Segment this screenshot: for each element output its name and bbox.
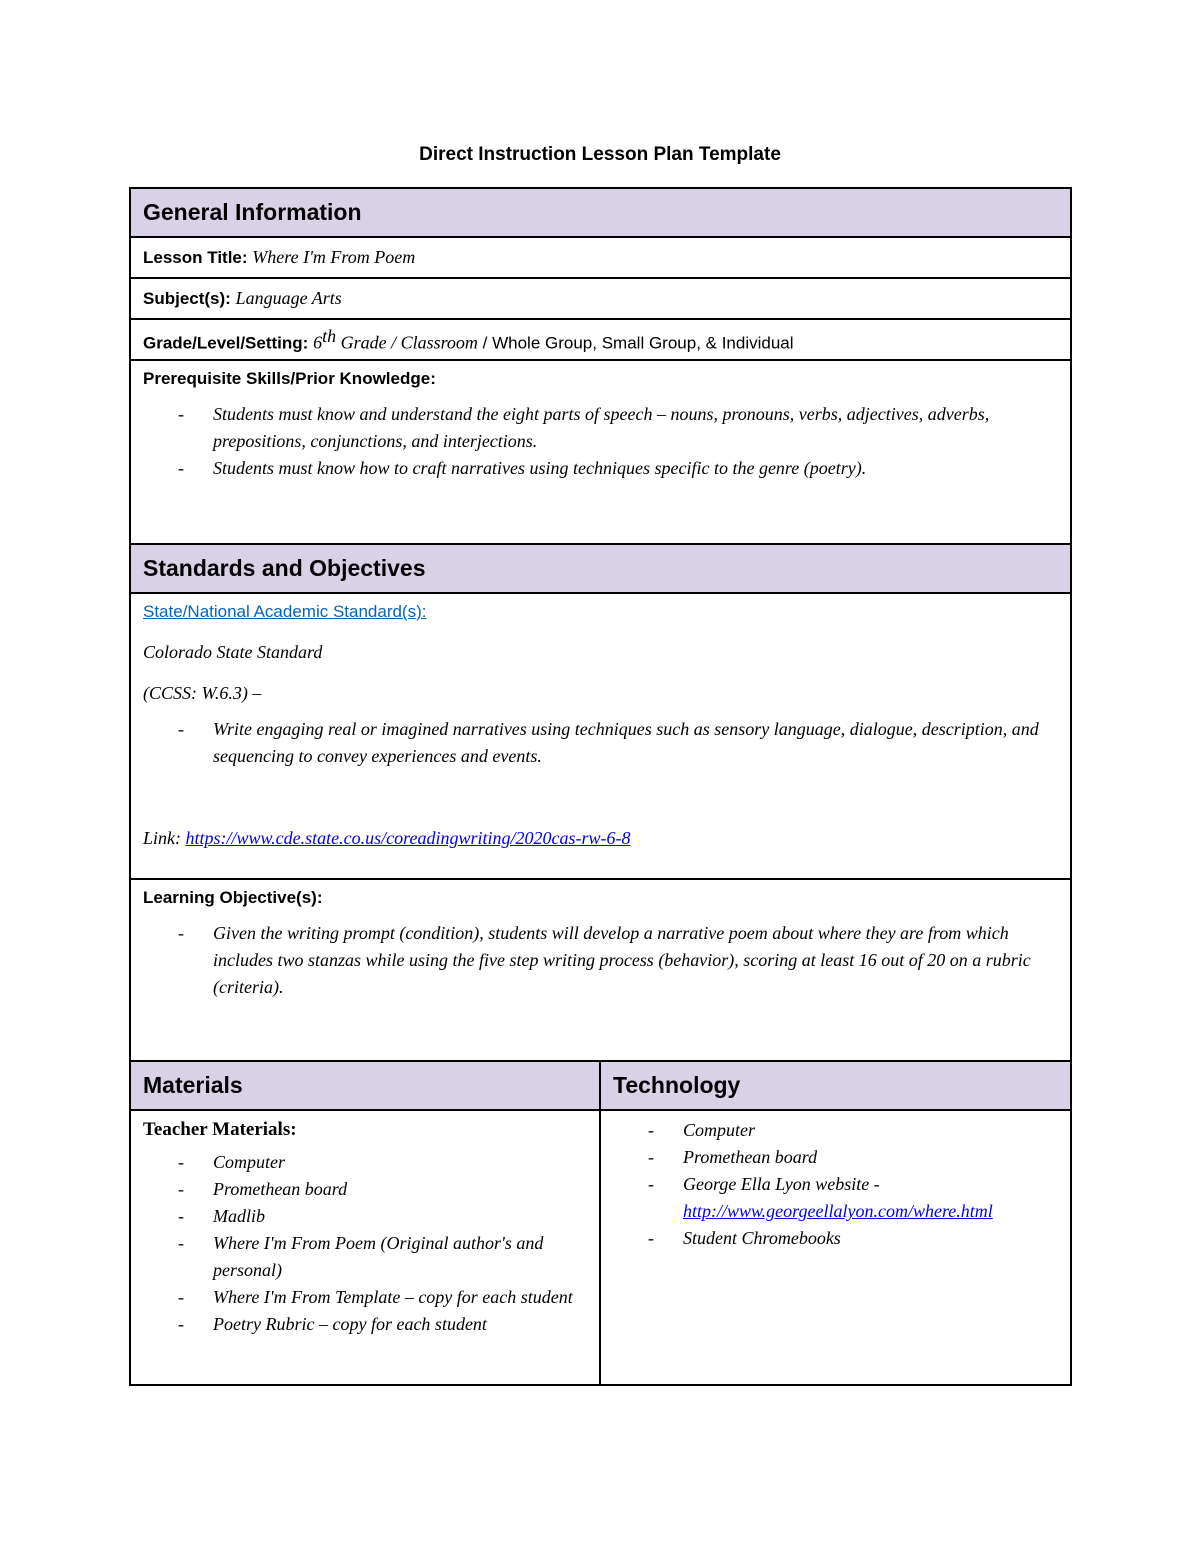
standard-list — [143, 716, 1058, 770]
link-label: Link: — [143, 828, 186, 848]
standards-header-row — [130, 544, 1071, 593]
list-item — [683, 1171, 1058, 1225]
standards-cell — [130, 593, 1071, 879]
teacher-materials-label: Teacher Materials: — [143, 1119, 297, 1140]
technology-heading: Technology — [600, 1061, 1071, 1110]
prereq-cell — [130, 360, 1071, 544]
objective-list — [143, 920, 1058, 1001]
standards-row — [130, 593, 1071, 879]
subjects-cell — [130, 278, 1071, 319]
list-item: - Where I'm From Poem (Original author's and personal) — [213, 1230, 587, 1284]
grade-grouping: / Whole Group, Small Group, & Individual — [477, 333, 794, 353]
list-item: - Promethean board — [213, 1176, 587, 1203]
standard-link-line — [143, 828, 1058, 849]
general-info-heading: General Information — [130, 188, 1071, 237]
lesson-title-value: Where I'm From Poem — [252, 247, 416, 267]
materials-heading: Materials — [130, 1061, 600, 1110]
list-item: - Students must know how to craft narratives using techniques specific to the genre (poetry). — [213, 455, 1058, 482]
lesson-title-label: Lesson Title: — [143, 248, 248, 267]
materials-list — [143, 1149, 587, 1338]
subjects-row — [130, 278, 1071, 319]
materials-tech-header-row — [130, 1061, 1071, 1110]
general-info-header-row — [130, 188, 1071, 237]
grade-cell — [130, 319, 1071, 360]
list-item: - Write engaging real or imagined narratives using techniques such as sensory language, dialogue, description, and sequencing to convey experiences and events. — [213, 716, 1058, 770]
materials-cell — [130, 1110, 600, 1385]
lyon-website-link[interactable]: http://www.georgeellalyon.com/where.html — [683, 1201, 993, 1221]
technology-list — [613, 1117, 1058, 1252]
prereq-row — [130, 360, 1071, 544]
list-item: - Given the writing prompt (condition), students will develop a narrative poem about where they are from which includes two stanzas while using the five step writing process (behavior), scoring at least 16 out of 20 on a rubric (criteria). — [213, 920, 1058, 1001]
prereq-list — [143, 401, 1058, 482]
grade-setting-italic: Grade / Classroom — [336, 332, 478, 353]
lyon-website-text: George Ella Lyon website - — [683, 1174, 880, 1194]
grade-row — [130, 319, 1071, 360]
standards-link[interactable]: State/National Academic Standard(s): — [143, 602, 427, 621]
list-item: - Madlib — [213, 1203, 587, 1230]
lesson-title-row — [130, 237, 1071, 278]
list-item: - Promethean board — [683, 1144, 1058, 1171]
document-title: Direct Instruction Lesson Plan Template — [419, 144, 781, 165]
ccss-code: (CCSS: W.6.3) – — [143, 683, 262, 703]
standards-heading: Standards and Objectives — [130, 544, 1071, 593]
list-item: - Student Chromebooks — [683, 1225, 1058, 1252]
technology-cell — [600, 1110, 1071, 1385]
objective-row — [130, 879, 1071, 1061]
objective-label: Learning Objective(s): — [143, 888, 323, 907]
subjects-value: Language Arts — [235, 288, 342, 308]
lesson-title-cell — [130, 237, 1071, 278]
list-item: - Computer — [683, 1117, 1058, 1144]
list-item: - Poetry Rubric – copy for each student — [213, 1311, 587, 1338]
state-standard: Colorado State Standard — [143, 642, 323, 662]
grade-label: Grade/Level/Setting: — [143, 333, 309, 353]
objective-cell — [130, 879, 1071, 1061]
grade-superscript: th — [322, 325, 337, 346]
lesson-plan-table — [129, 187, 1072, 1386]
list-item: - Students must know and understand the eight parts of speech – nouns, pronouns, verbs, adjectives, adverbs, prepositions, conjunctions, and interjections. — [213, 401, 1058, 455]
subjects-label: Subject(s): — [143, 289, 231, 308]
standard-url-link[interactable]: https://www.cde.state.co.us/coreadingwriting/2020cas-rw-6-8 — [185, 828, 631, 848]
materials-tech-row — [130, 1110, 1071, 1385]
grade-number: 6 — [313, 332, 323, 353]
list-item: - Where I'm From Template – copy for each student — [213, 1284, 587, 1311]
prereq-label: Prerequisite Skills/Prior Knowledge: — [143, 369, 436, 388]
list-item: - Computer — [213, 1149, 587, 1176]
